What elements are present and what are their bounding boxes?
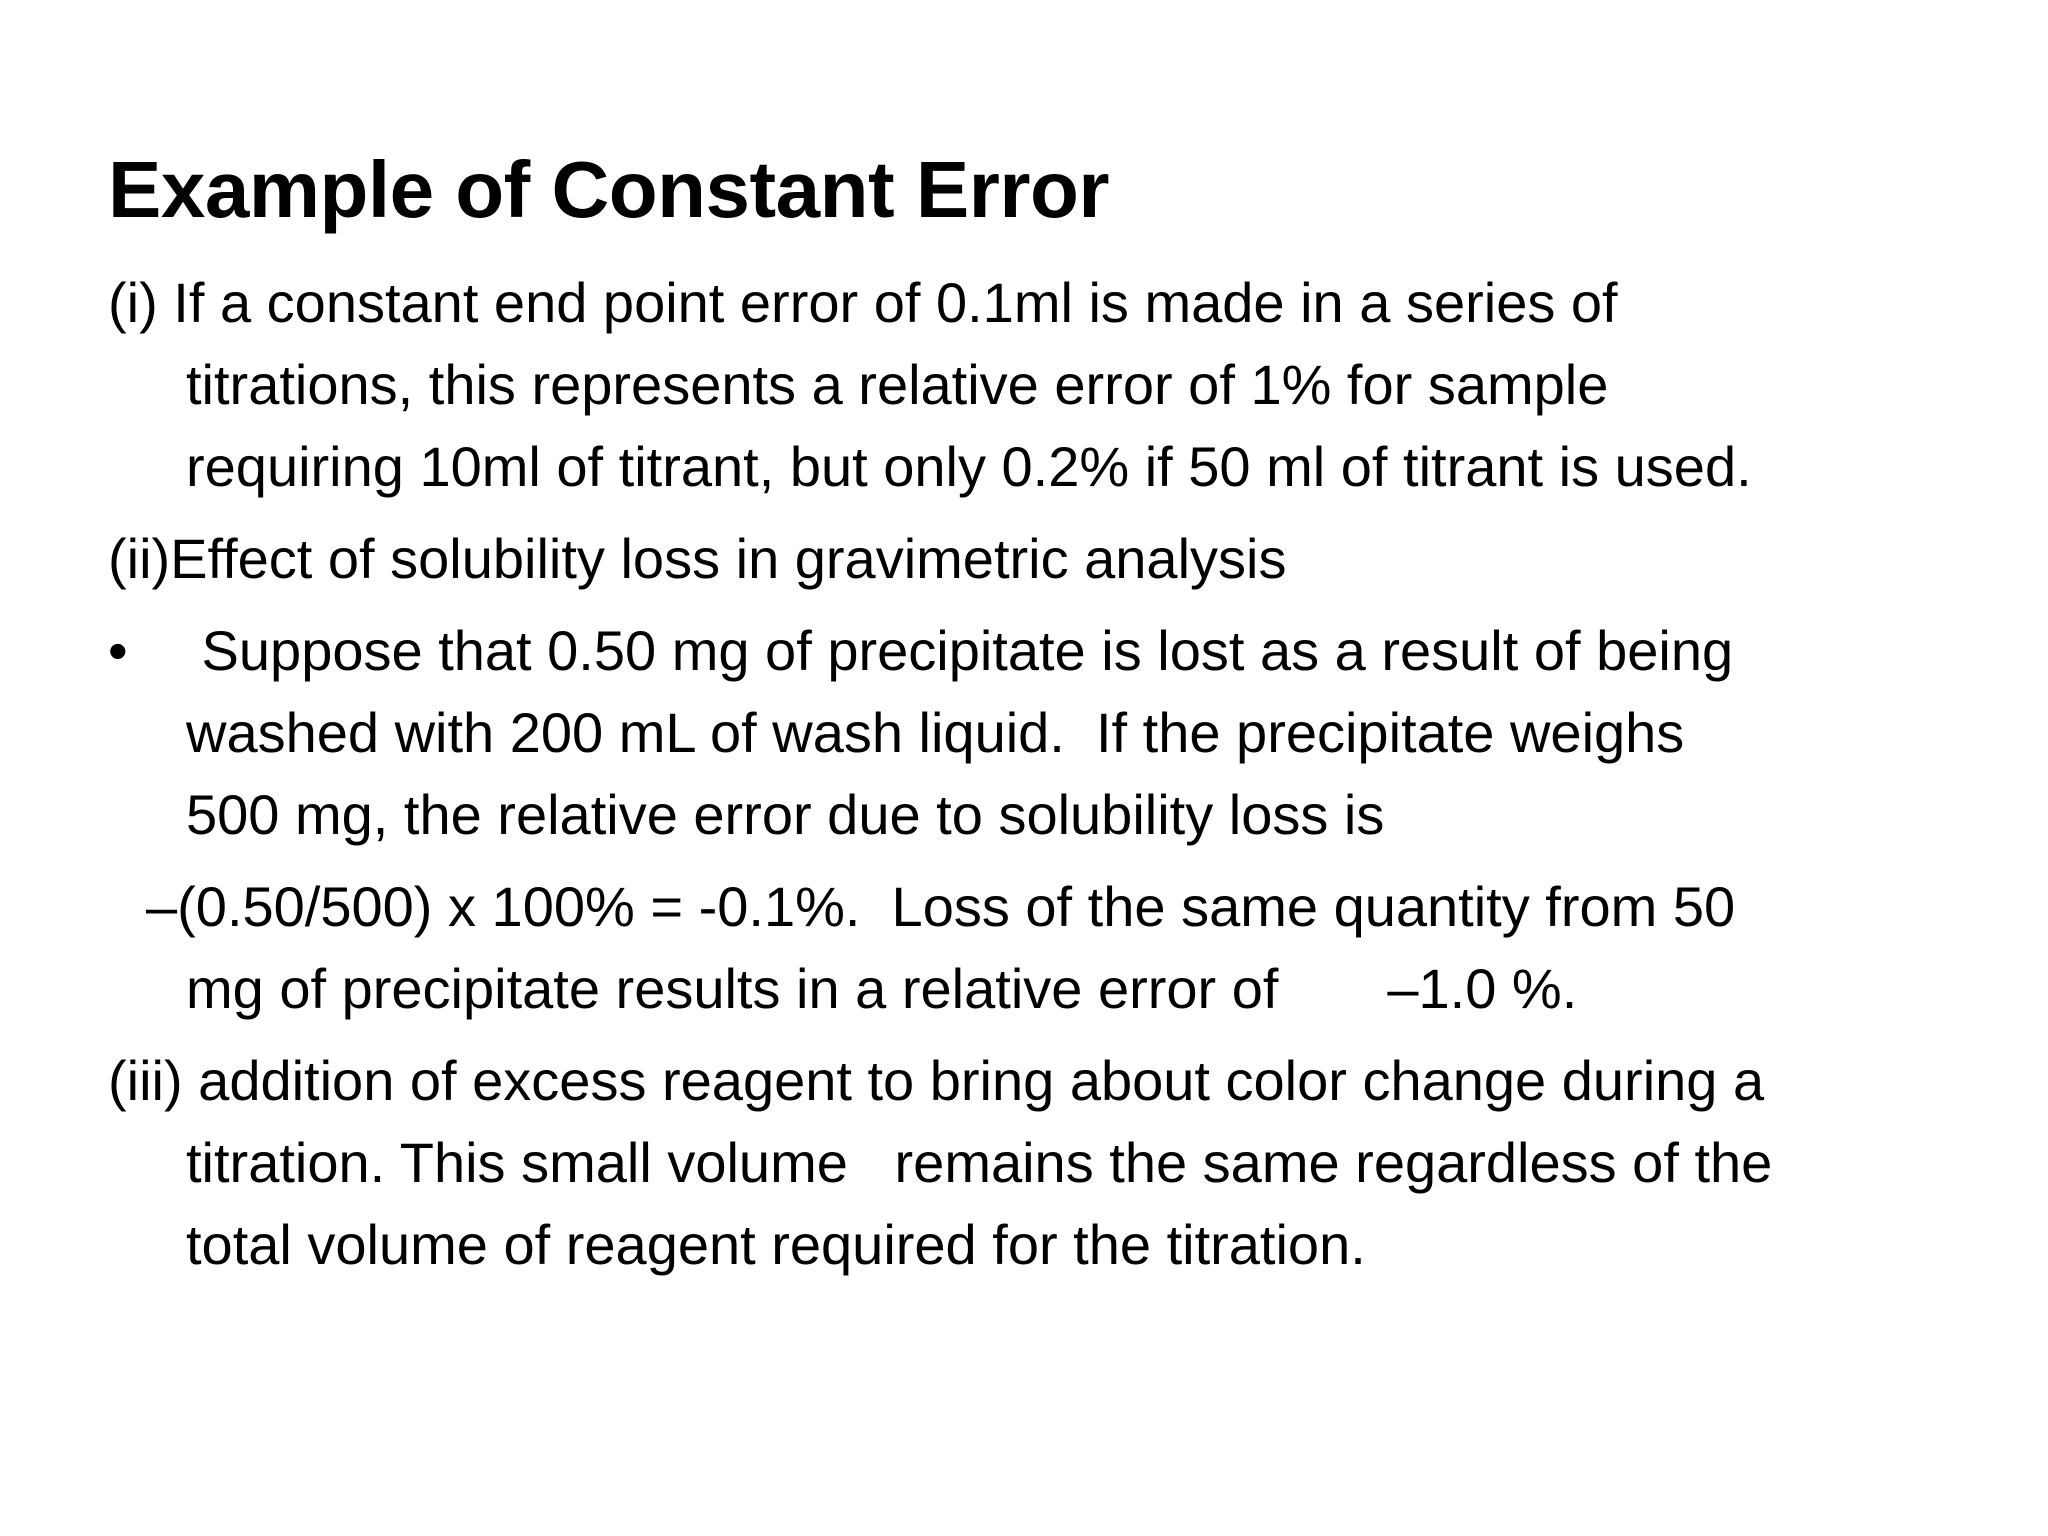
sub-bullet-line-1: –(0.50/500) x 100% = -0.1%. Loss of the same quantity from 50 <box>146 875 1736 938</box>
bullet-marker: • <box>108 619 128 682</box>
item-iii-line-1: (iii) addition of excess reagent to bring about color change during a <box>108 1049 1765 1112</box>
item-iii-line-3: total volume of reagent required for the titration. <box>186 1213 1366 1276</box>
bullet-line-2: washed with 200 mL of wash liquid. If the precipitate weighs <box>186 701 1685 764</box>
bullet-line-1: Suppose that 0.50 mg of precipitate is lost as a result of being <box>186 619 1734 682</box>
bullet-line-3: 500 mg, the relative error due to solubility loss is <box>186 783 1385 846</box>
item-i-line-3: requiring 10ml of titrant, but only 0.2% if 50 ml of titrant is used. <box>186 435 1752 498</box>
item-iii <box>108 1040 2008 1286</box>
bullet-solubility <box>108 610 2008 856</box>
item-iii-line-2: titration. This small volume remains the same regardless of the <box>186 1131 1773 1194</box>
item-ii-line-1: (ii)Effect of solubility loss in gravimetric analysis <box>108 527 1287 590</box>
sub-bullet-line-2: mg of precipitate results in a relative error of –1.0 %. <box>186 957 1578 1020</box>
item-i-line-2: titrations, this represents a relative error of 1% for sample <box>186 353 1609 416</box>
item-ii <box>108 518 2008 600</box>
slide-title: Example of Constant Error <box>108 145 1110 234</box>
sub-bullet-calculation <box>108 866 2008 1030</box>
item-i-line-1: (i) If a constant end point error of 0.1ml is made in a series of <box>108 271 1618 334</box>
slide-body <box>108 262 2008 1286</box>
item-i <box>108 262 2008 508</box>
